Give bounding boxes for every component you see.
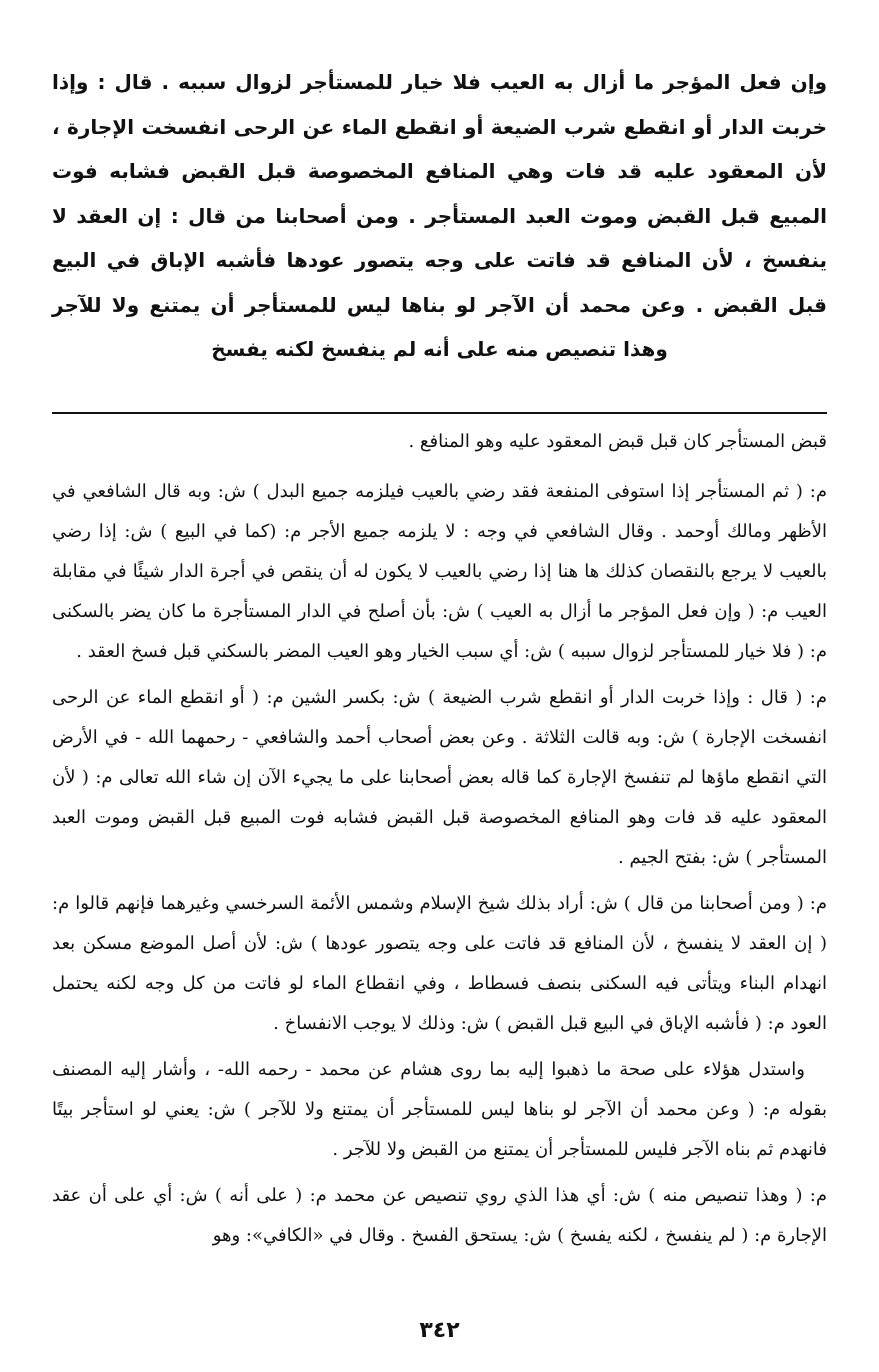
commentary-paragraph: م: ( وهذا تنصيص منه ) ش: أي هذا الذي روي تنصيص عن محمد م: ( على أنه ) ش: أي على أن عقد الإجارة م: ( لم ينفسخ ، لكنه يفسخ ) ش: يستحق الفسخ . وقال في «الكافي»: وهو: [52, 1184, 827, 1246]
commentary-paragraph: م: ( ومن أصحابنا من قال ) ش: أراد بذلك شيخ الإسلام وشمس الأئمة السرخسي وغيرهما فإنهم قالوا م: ( إن العقد لا ينفسخ ، لأن المنافع قد فاتت على وجه يتصور عودها ) ش: لأن أصل الموضع مسكن بعد انهدام البناء ويتأتى فيه السكنى بنصف فسطاط ، وفي انقطاع الماء لو فاتت من كل وجه لكنه يحتمل العود م: ( فأشبه الإباق في البيع قبل القبض ) ش: وذلك لا يوجب الانفساخ .: [52, 892, 827, 1034]
commentary-paragraph: م: ( قال : وإذا خربت الدار أو انقطع شرب الضيعة ) ش: بكسر الشين م: ( أو انقطع الماء عن الرحى انفسخت الإجارة ) ش: وبه قالت الثلاثة . وعن بعض أصحاب أحمد والشافعي - رحمهما الله - في الأرض التي انقطع ماؤها لم تنفسخ الإجارة كما قاله بعض أصحابنا على ما يجيء الآن إن شاء الله تعالى م: ( لأن المعقود عليه قد فات وهو المنافع المخصوصة قبل القبض فشابه فوت المبيع قبل القبض وموت العبد المستأجر ) ش: بفتح الجيم .: [52, 686, 827, 868]
commentary-paragraph: م: ( ثم المستأجر إذا استوفى المنفعة فقد رضي بالعيب فيلزمه جميع البدل ) ش: وبه قال الشافعي في الأظهر ومالك أوحمد . وقال الشافعي في وجه : لا يلزمه جميع الأجر م: (كما في البيع ) ش: إذا رضي بالعيب لا يرجع بالنقصان كذلك ها هنا إذا رضي بالعيب لا يكون له أن ينقص في أجرة الدار شيئًا في مقابلة العيب م: ( وإن فعل المؤجر ما أزال به العيب ) ش: بأن أصلح في الدار المستأجرة ما كان يضر بالسكنى م: ( فلا خيار للمستأجر لزوال سببه ) ش: أي سبب الخيار وهو العيب المضر بالسكني قبل فسخ العقد .: [52, 480, 827, 662]
main-text-block: وإن فعل المؤجر ما أزال به العيب فلا خيار للمستأجر لزوال سببه . قال : وإذا خربت الدار أو انقطع شرب الضيعة أو انقطع الماء عن الرحى انفسخت الإجارة ، لأن المعقود عليه قد فات وهي المنافع المخصوصة قبل القبض فشابه فوت المبيع قبل القبض وموت العبد المستأجر . ومن أصحابنا من قال : إن العقد لا ينفسخ ، لأن المنافع قد فاتت على وجه يتصور عودها فأشبه الإباق في البيع قبل القبض . وعن محمد أن الآجر لو بناها ليس للمستأجر أن يمتنع ولا للآجر وهذا تنصيص منه على أنه لم ينفسخ لكنه يفسخ: [52, 70, 827, 361]
commentary-paragraph: واستدل هؤلاء على صحة ما ذهبوا إليه بما روى هشام عن محمد - رحمه الله- ، وأشار إليه المصنف بقوله م: ( وعن محمد أن الآجر لو بناها ليس للمستأجر أن يمتنع ولا للآجر ) ش: يعني لو استأجر بيتًا فانهدم ثم بناه الآجر فليس للمستأجر أن يمتنع من القبض ولا للآجر .: [52, 1058, 827, 1160]
commentary-paragraph: قبض المستأجر كان قبل قبض المعقود عليه وهو المنافع .: [408, 430, 827, 452]
separator-rule: [52, 412, 827, 414]
page-number: ٣٤٢: [419, 1318, 460, 1343]
commentary-section: [52, 422, 827, 1256]
